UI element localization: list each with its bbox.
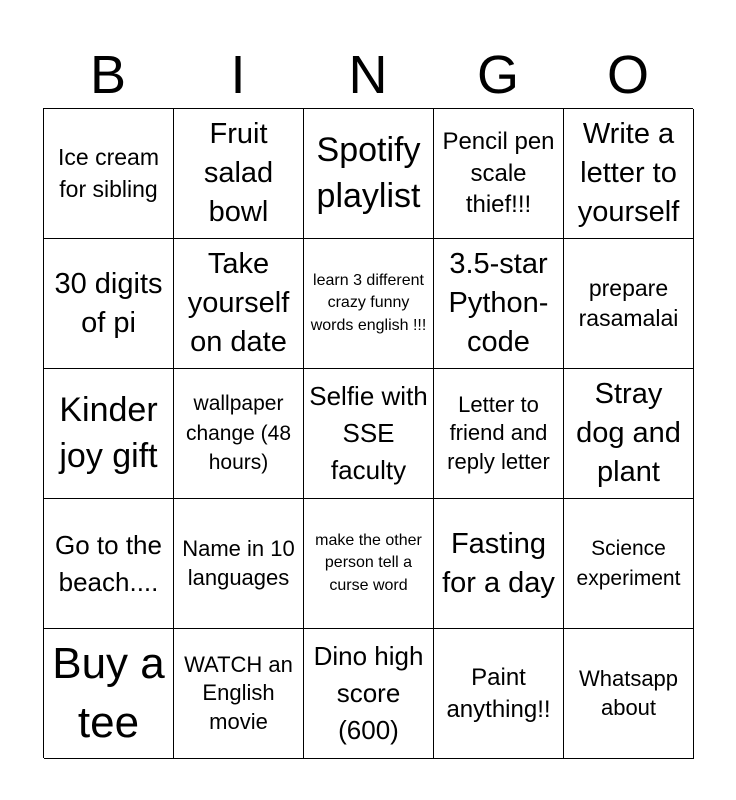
bingo-cell-r5c3[interactable] [304,629,434,759]
header-letter-n: N [348,45,388,105]
cell-label: wallpaper change (48 hours) [185,392,292,475]
cell-label: Letter to friend and reply letter [447,391,550,474]
cell-label: Kinder joy gift [59,391,158,475]
cell-label: prepare rasamalai [578,274,679,331]
bingo-cell-r4c5[interactable] [564,499,694,629]
bingo-cell-r2c4[interactable] [434,239,564,369]
cell-label: Go to the beach.... [55,529,162,597]
bingo-header [43,44,693,106]
cell-label: WATCH an English movie [184,651,293,734]
cell-label: Fruit salad bowl [203,118,274,228]
bingo-cell-r2c2[interactable] [174,239,304,369]
bingo-board [43,108,693,758]
cell-label: 3.5-star Python-code [448,248,549,358]
cell-label: Name in 10 languages [182,535,295,590]
cell-label: Paint anything!! [446,663,551,723]
cell-label: Take yourself on date [187,248,290,358]
bingo-cell-r1c5[interactable] [564,109,694,239]
bingo-cell-r1c4[interactable] [434,109,564,239]
bingo-cell-r3c2[interactable] [174,369,304,499]
cell-label: Fasting for a day [442,527,555,599]
bingo-cell-r5c2[interactable] [174,629,304,759]
cell-label: 30 digits of pi [54,267,163,339]
cell-label: Spotify playlist [316,131,421,215]
cell-label: Selfie with SSE faculty [309,381,428,485]
bingo-cell-r3c4[interactable] [434,369,564,499]
bingo-cell-r5c1[interactable] [44,629,174,759]
header-letter-o: O [606,45,649,105]
cell-label: Pencil pen scale thief!!! [442,127,555,219]
cell-label: Ice cream for sibling [58,143,159,202]
bingo-cell-r5c4[interactable] [434,629,564,759]
cell-label: Dino high score (600) [313,641,424,745]
bingo-cell-r1c3[interactable] [304,109,434,239]
cell-label: Write a letter to yourself [577,118,680,228]
bingo-cell-r3c3[interactable] [304,369,434,499]
bingo-cell-r2c5[interactable] [564,239,694,369]
cell-label: Science experiment [576,537,681,590]
cell-label: Buy a tee [52,638,165,747]
bingo-cell-r4c1[interactable] [44,499,174,629]
bingo-cell-r1c1[interactable] [44,109,174,239]
bingo-cell-r3c1[interactable] [44,369,174,499]
cell-label: Stray dog and plant [576,378,681,488]
bingo-cell-r3c5[interactable] [564,369,694,499]
bingo-cell-r2c1[interactable] [44,239,174,369]
header-letter-g: G [476,45,519,105]
cell-label: make the other person tell a curse word [315,531,422,594]
cell-label: Whatsapp about [578,665,679,720]
bingo-cell-r1c2[interactable] [174,109,304,239]
bingo-cell-r4c2[interactable] [174,499,304,629]
cell-label: learn 3 different crazy funny words english !!! [310,271,427,334]
header-letter-b: B [89,45,127,105]
bingo-cell-r4c4[interactable] [434,499,564,629]
bingo-cell-r4c3[interactable] [304,499,434,629]
bingo-cell-r2c3[interactable] [304,239,434,369]
bingo-cell-r5c5[interactable] [564,629,694,759]
header-letter-i: I [230,45,246,105]
